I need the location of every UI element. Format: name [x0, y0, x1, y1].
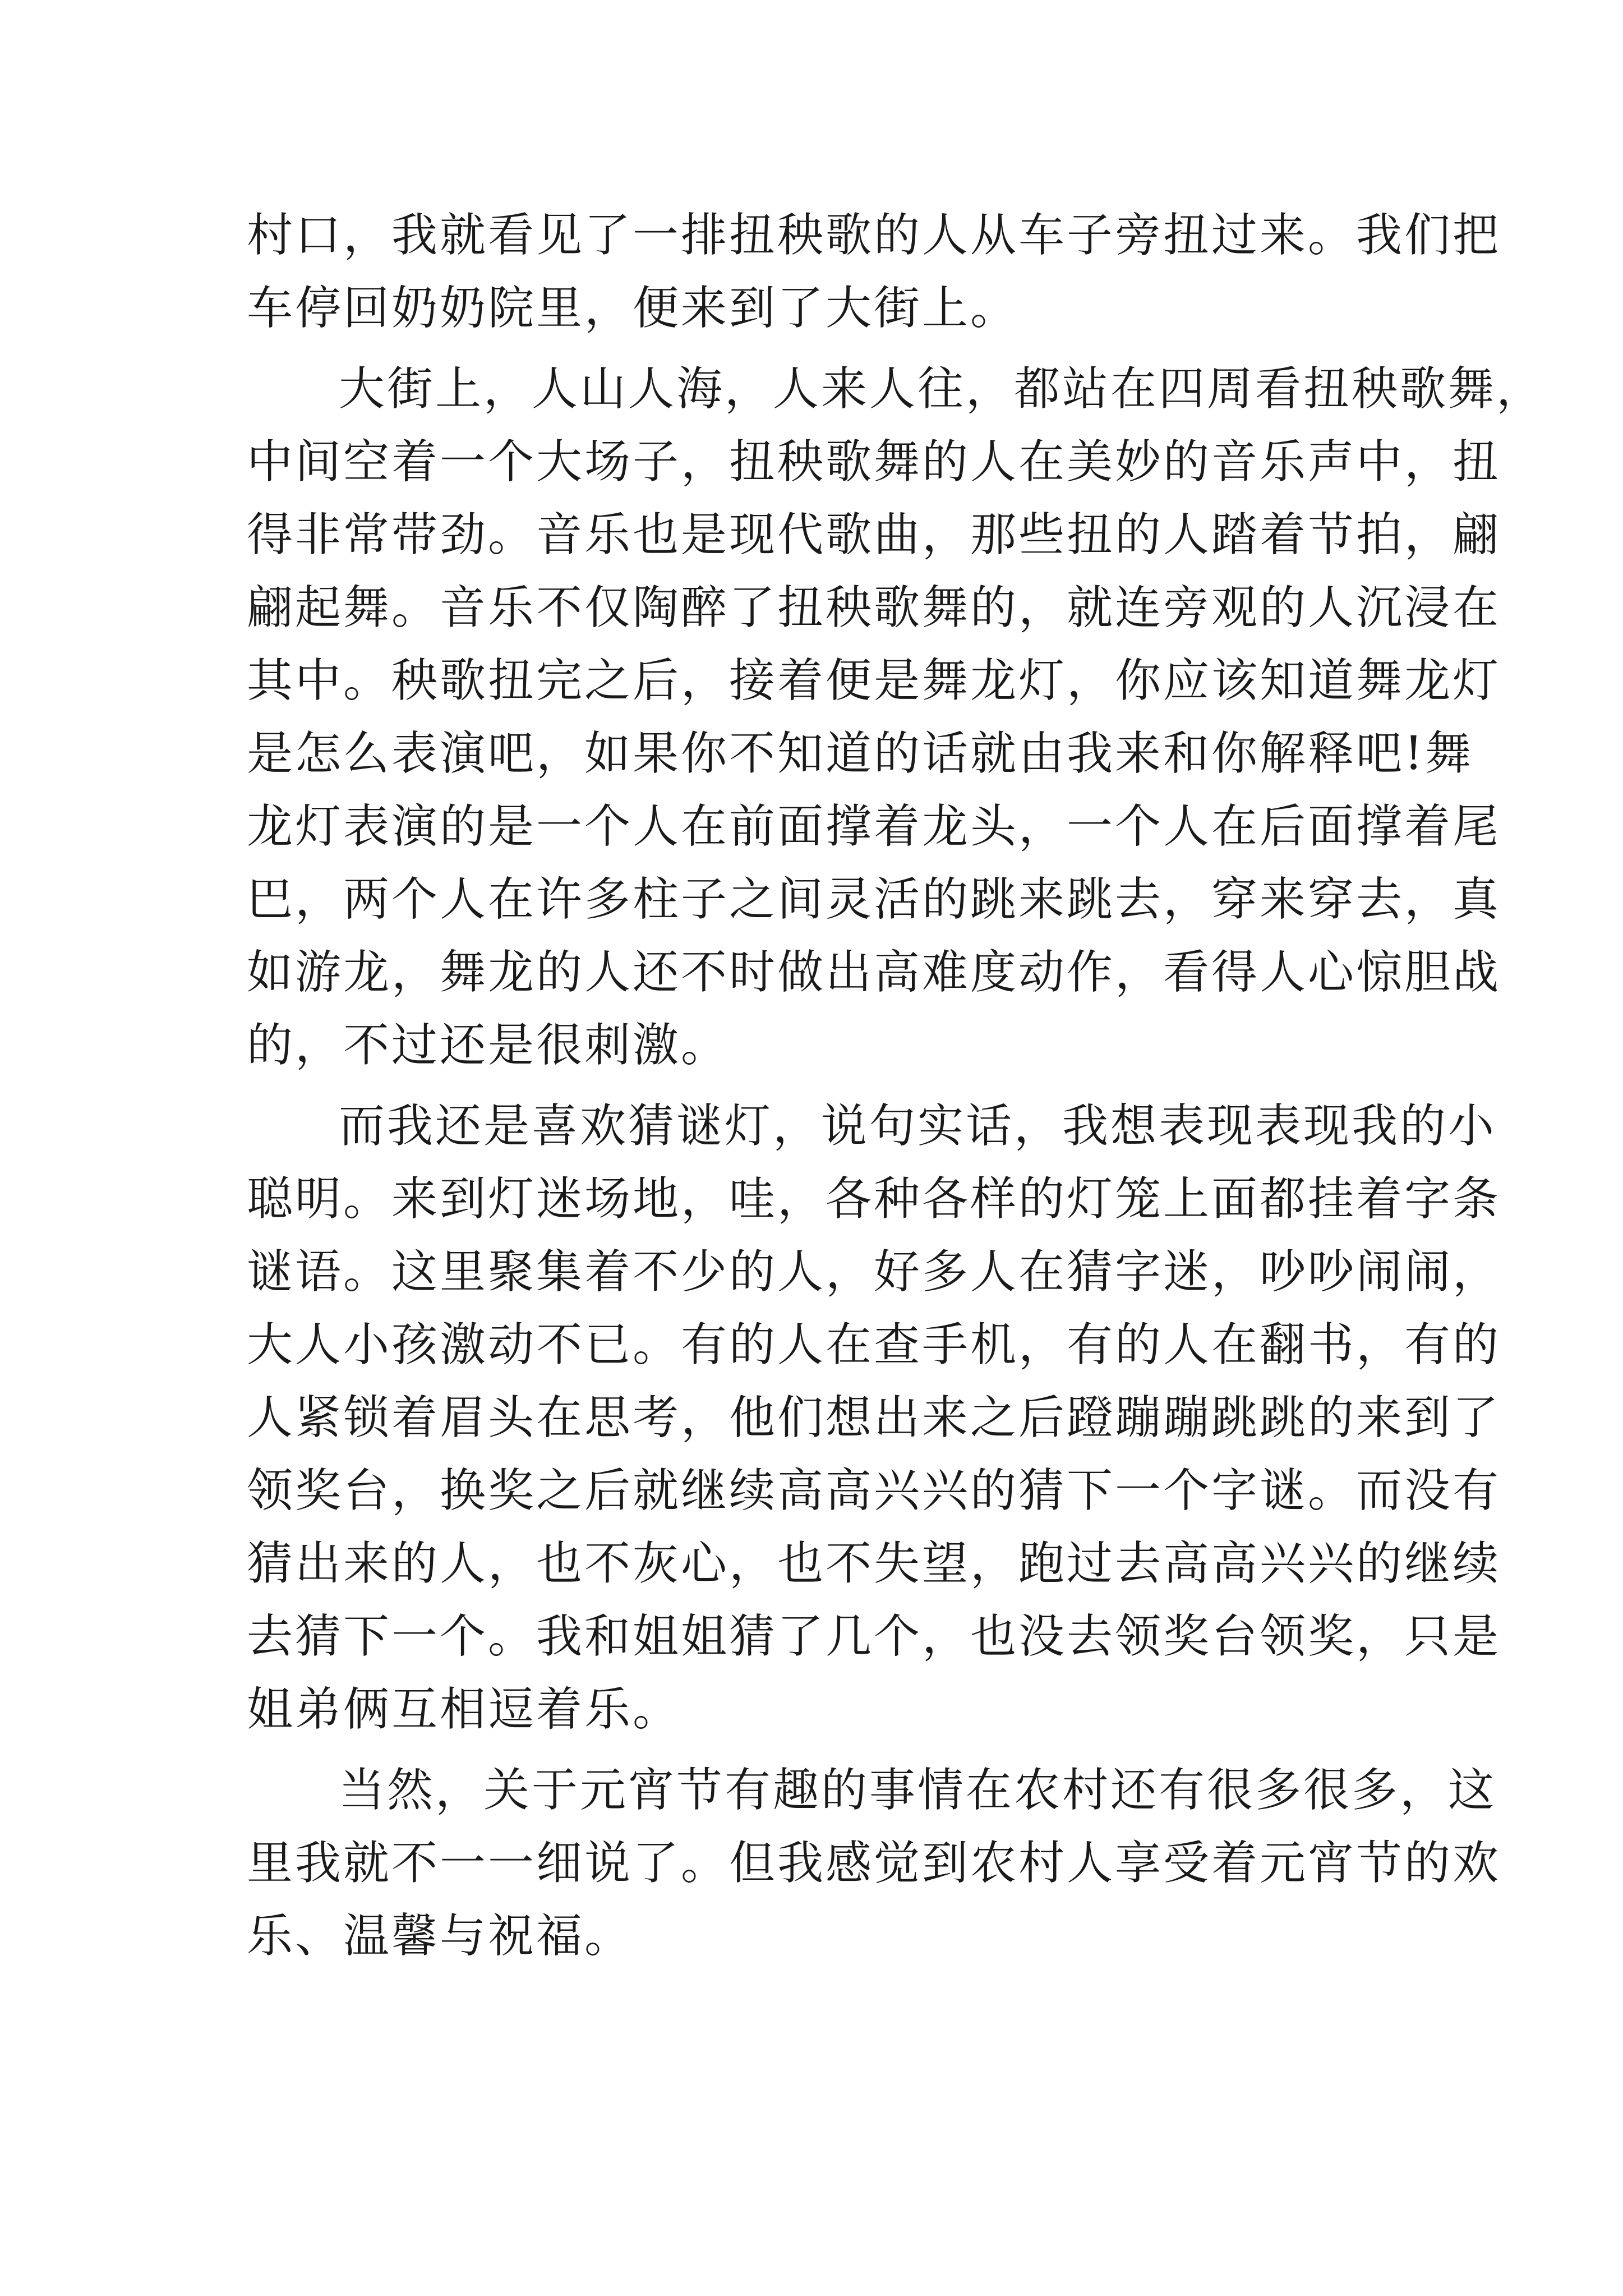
paragraph-3: [247, 1090, 1501, 1746]
text-line: 里我就不一一细说了。但我感觉到农村人享受着元宵节的欢: [247, 1837, 1501, 1890]
text-line: 大街上，人山人海，人来人往，都站在四周看扭秧歌舞，: [339, 362, 1545, 416]
text-line: 大人小孩激动不已。有的人在查手机，有的人在翻书，有的: [247, 1318, 1501, 1372]
text-line: 翩起舞。音乐不仅陶醉了扭秧歌舞的，就连旁观的人沉浸在: [247, 581, 1501, 634]
text-line: 龙灯表演的是一个人在前面撑着龙头，一个人在后面撑着尾: [247, 800, 1501, 853]
text-line: 谜语。这里聚集着不少的人，好多人在猜字迷，吵吵闹闹，: [247, 1245, 1501, 1299]
document-body: [247, 199, 1545, 1981]
text-line: 猜出来的人，也不灰心，也不失望，跑过去高高兴兴的继续: [247, 1537, 1501, 1590]
text-line: 领奖台，换奖之后就继续高高兴兴的猜下一个字谜。而没有: [247, 1464, 1501, 1517]
text-line: 姐弟俩互相逗着乐。: [247, 1683, 681, 1736]
text-line: 乐、温馨与祝福。: [247, 1910, 633, 1963]
text-line: 的，不过还是很刺激。: [247, 1019, 730, 1072]
text-line: 村口，我就看见了一排扭秧歌的人从车子旁扭过来。我们把: [247, 209, 1501, 262]
paragraph-4: [247, 1754, 1501, 1973]
text-line: 巴，两个人在许多柱子之间灵活的跳来跳去，穿来穿去，真: [247, 873, 1501, 926]
text-line: 车停回奶奶院里，便来到了大街上。: [247, 282, 1019, 335]
text-line: 当然，关于元宵节有趣的事情在农村还有很多很多，这: [339, 1764, 1497, 1817]
text-line: 人紧锁着眉头在思考，他们想出来之后蹬蹦蹦跳跳的来到了: [247, 1391, 1501, 1444]
text-line: 其中。秧歌扭完之后，接着便是舞龙灯，你应该知道舞龙灯: [247, 654, 1501, 707]
paragraph-2: [247, 353, 1545, 1082]
text-line: 如游龙，舞龙的人还不时做出高难度动作，看得人心惊胆战: [247, 946, 1501, 999]
text-line: 是怎么表演吧，如果你不知道的话就由我来和你解释吧!舞: [247, 727, 1473, 780]
text-line: 中间空着一个大场子，扭秧歌舞的人在美妙的音乐声中，扭: [247, 435, 1501, 489]
text-line: 聪明。来到灯迷场地，哇，各种各样的灯笼上面都挂着字条: [247, 1172, 1501, 1226]
text-line: 去猜下一个。我和姐姐猜了几个，也没去领奖台领奖，只是: [247, 1610, 1501, 1663]
text-line: 而我还是喜欢猜谜灯，说句实话，我想表现表现我的小: [339, 1099, 1497, 1153]
text-line: 得非常带劲。音乐也是现代歌曲，那些扭的人踏着节拍，翩: [247, 508, 1501, 562]
paragraph-1: [247, 199, 1501, 345]
